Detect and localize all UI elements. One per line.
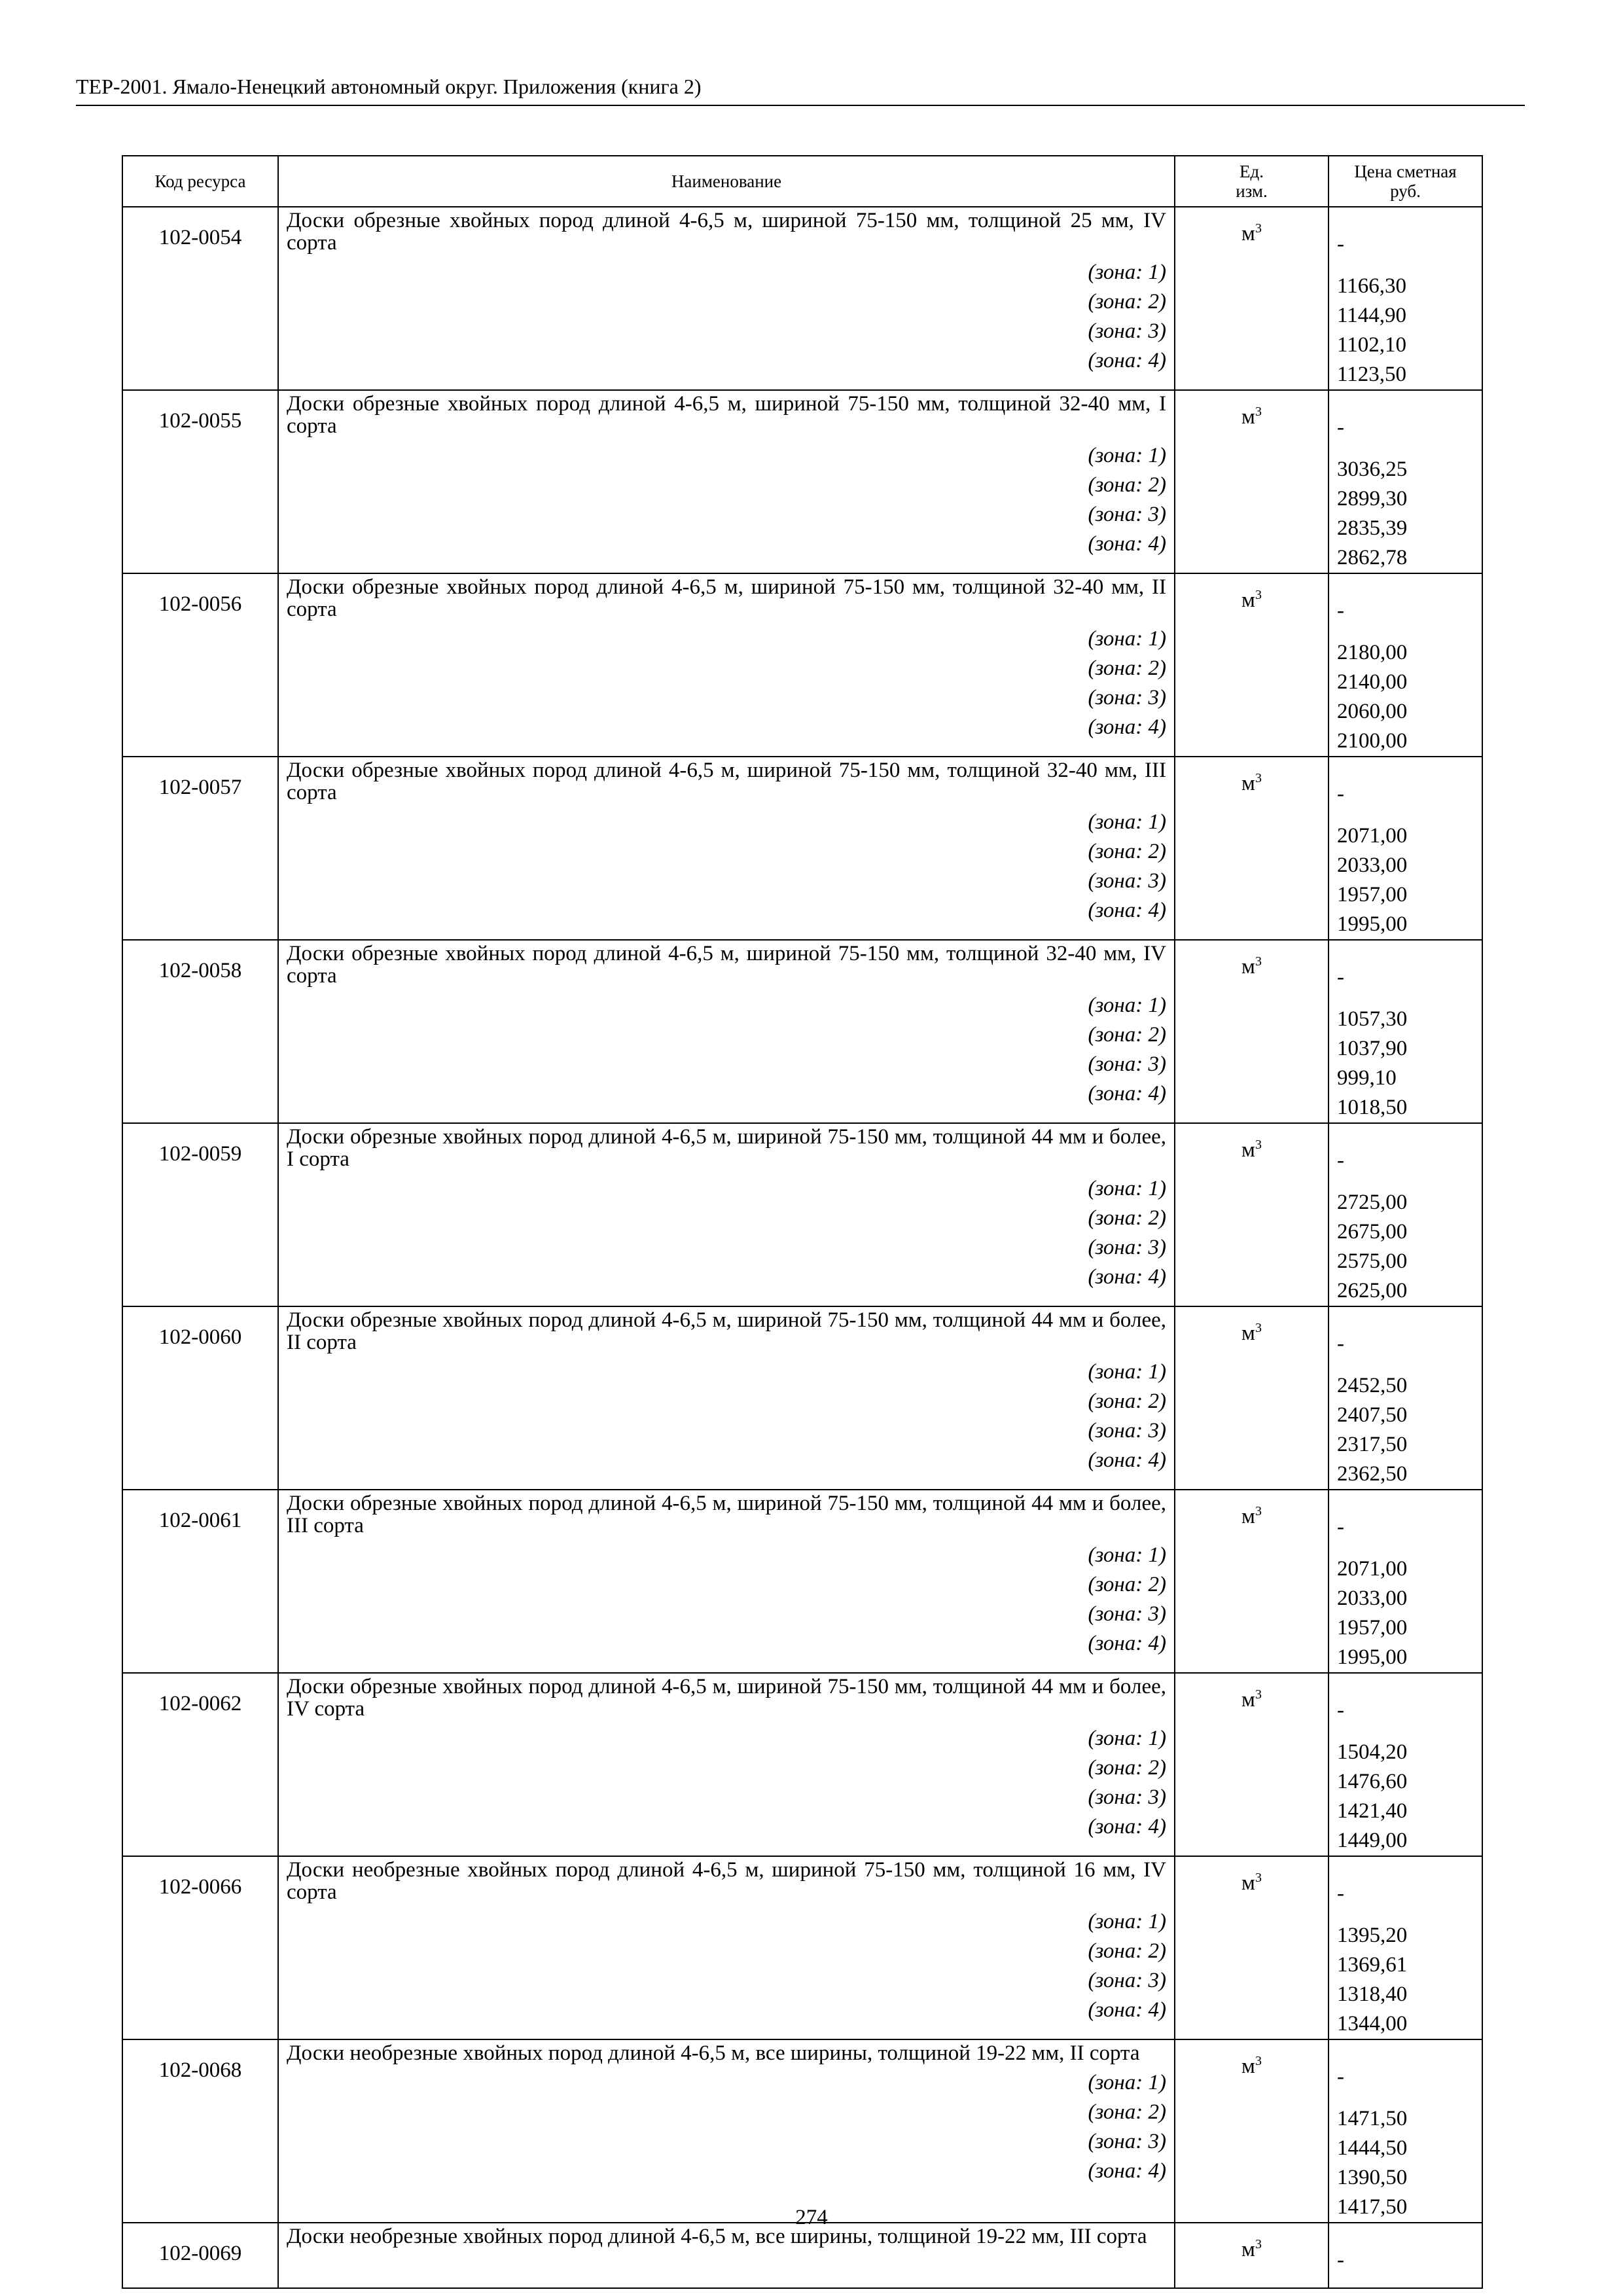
table-row — [122, 1856, 1482, 2039]
column-header-price-line1: Цена сметная — [1354, 162, 1457, 181]
table-row — [122, 1306, 1482, 1490]
zone-label: (зона: 4) — [1088, 715, 1166, 739]
price-cell — [1329, 1123, 1482, 1306]
base-price: - — [1337, 2065, 1344, 2089]
resource-name: Доски обрезные хвойных пород длиной 4-6,5 м, шириной 75-150 мм, толщиной 44 мм и более, II сорта — [287, 1308, 1166, 1354]
unit-cell — [1175, 1490, 1329, 1673]
unit-base: м — [1241, 2238, 1255, 2261]
table-row — [122, 757, 1482, 940]
table-row — [122, 390, 1482, 573]
column-header-price — [1329, 156, 1482, 207]
zone-price: 1395,20 — [1337, 1924, 1408, 1947]
zone-label: (зона: 1) — [1088, 260, 1166, 284]
unit-base: м — [1241, 1321, 1255, 1345]
resource-name: Доски обрезные хвойных пород длиной 4-6,5 м, шириной 75-150 мм, толщиной 32-40 мм, IV сорта — [287, 942, 1166, 988]
zone-labels — [287, 258, 1166, 376]
zone-price: 2060,00 — [1337, 700, 1408, 723]
unit-of-measure — [1241, 405, 1262, 429]
zone-price: 1102,10 — [1337, 333, 1407, 357]
unit-of-measure — [1241, 1321, 1262, 1345]
zone-price: 2180,00 — [1337, 641, 1408, 664]
table-row — [122, 2223, 1482, 2288]
table-row — [122, 207, 1482, 390]
zone-label: (зона: 1) — [1088, 1360, 1166, 1384]
resource-code: 102-0058 — [122, 940, 278, 1123]
zone-label: (зона: 1) — [1088, 627, 1166, 651]
zone-price: 2100,00 — [1337, 729, 1408, 753]
unit-cell — [1175, 1856, 1329, 2039]
resource-name: Доски обрезные хвойных пород длиной 4-6,5 м, шириной 75-150 мм, толщиной 44 мм и более, IV сорта — [287, 1675, 1166, 1721]
zone-label: (зона: 4) — [1088, 532, 1166, 556]
zone-price: 2725,00 — [1337, 1191, 1408, 1214]
zone-price: 2575,00 — [1337, 1249, 1408, 1273]
resource-name: Доски необрезные хвойных пород длиной 4-6,5 м, все ширины, толщиной 19-22 мм, II сорта — [287, 2041, 1140, 2065]
base-price: - — [1337, 232, 1344, 256]
zone-label: (зона: 3) — [1088, 503, 1166, 526]
price-cell — [1329, 940, 1482, 1123]
resource-name-cell — [278, 2223, 1175, 2288]
zone-label: (зона: 1) — [1088, 1177, 1166, 1200]
price-table — [122, 155, 1483, 2289]
unit-of-measure — [1241, 222, 1262, 245]
zone-label: (зона: 1) — [1088, 444, 1166, 467]
zone-label: (зона: 3) — [1088, 319, 1166, 343]
zone-label: (зона: 2) — [1088, 840, 1166, 863]
price-cell — [1329, 757, 1482, 940]
unit-of-measure — [1241, 1505, 1262, 1528]
resource-name-cell — [278, 1673, 1175, 1856]
price-cell — [1329, 1490, 1482, 1673]
resource-code: 102-0066 — [122, 1856, 278, 2039]
price-cell — [1329, 573, 1482, 757]
zone-label: (зона: 2) — [1088, 473, 1166, 497]
zone-labels — [287, 1541, 1166, 1659]
zone-label: (зона: 1) — [1088, 994, 1166, 1017]
resource-name-cell — [278, 207, 1175, 390]
unit-exponent: 3 — [1255, 2237, 1262, 2251]
unit-exponent: 3 — [1255, 1504, 1262, 1518]
zone-price: 2407,50 — [1337, 1403, 1408, 1427]
table-body — [122, 207, 1482, 2288]
unit-base: м — [1241, 588, 1255, 612]
resource-code: 102-0060 — [122, 1306, 278, 1490]
zone-label: (зона: 3) — [1088, 1052, 1166, 1076]
base-price: - — [1337, 1882, 1344, 1905]
unit-cell — [1175, 1306, 1329, 1490]
zone-price: 1057,30 — [1337, 1007, 1408, 1031]
zone-labels — [287, 1174, 1166, 1292]
price-cell — [1329, 1673, 1482, 1856]
zone-price: 2071,00 — [1337, 1557, 1408, 1581]
base-price: - — [1337, 1332, 1344, 1355]
zone-price: 1444,50 — [1337, 2136, 1408, 2160]
unit-of-measure — [1241, 955, 1262, 978]
zone-label: (зона: 4) — [1088, 1632, 1166, 1655]
unit-cell — [1175, 757, 1329, 940]
zone-price: 2071,00 — [1337, 824, 1408, 848]
resource-code: 102-0062 — [122, 1673, 278, 1856]
zone-label: (зона: 2) — [1088, 1939, 1166, 1963]
zone-price: 2033,00 — [1337, 1587, 1408, 1610]
unit-cell — [1175, 1123, 1329, 1306]
resource-code: 102-0069 — [122, 2223, 278, 2288]
zone-price: 1318,40 — [1337, 1982, 1408, 2006]
table-row — [122, 2039, 1482, 2223]
zone-label: (зона: 4) — [1088, 1265, 1166, 1289]
unit-exponent: 3 — [1255, 1871, 1262, 1885]
unit-cell — [1175, 573, 1329, 757]
resource-code: 102-0054 — [122, 207, 278, 390]
unit-base: м — [1241, 772, 1255, 795]
unit-base: м — [1241, 1871, 1255, 1895]
zone-label: (зона: 4) — [1088, 1082, 1166, 1105]
price-cell — [1329, 2223, 1482, 2288]
zone-price: 2033,00 — [1337, 853, 1408, 877]
table-row — [122, 1673, 1482, 1856]
zone-price: 2625,00 — [1337, 1279, 1408, 1302]
zone-price: 1369,61 — [1337, 1953, 1408, 1977]
zone-price: 1144,90 — [1337, 304, 1407, 327]
zone-labels — [287, 1907, 1166, 2025]
resource-code: 102-0055 — [122, 390, 278, 573]
base-price: - — [1337, 782, 1344, 806]
zone-label: (зона: 3) — [1088, 1969, 1166, 1992]
resource-name-cell — [278, 1856, 1175, 2039]
unit-base: м — [1241, 1688, 1255, 1712]
resource-name-cell — [278, 1490, 1175, 1673]
resource-name: Доски обрезные хвойных пород длиной 4-6,5 м, шириной 75-150 мм, толщиной 25 мм, IV сорта — [287, 209, 1166, 255]
zone-price: 1504,20 — [1337, 1740, 1408, 1764]
zone-price: 2835,39 — [1337, 516, 1408, 540]
resource-name: Доски обрезные хвойных пород длиной 4-6,5 м, шириной 75-150 мм, толщиной 44 мм и более, I сорта — [287, 1125, 1166, 1171]
base-price: - — [1337, 965, 1344, 989]
zone-label: (зона: 2) — [1088, 1023, 1166, 1047]
price-cell — [1329, 207, 1482, 390]
price-cell — [1329, 1306, 1482, 1490]
unit-cell — [1175, 2223, 1329, 2288]
unit-base: м — [1241, 405, 1255, 429]
zone-label: (зона: 4) — [1088, 1815, 1166, 1839]
zone-price: 1449,00 — [1337, 1829, 1408, 1852]
zone-price: 2675,00 — [1337, 1220, 1408, 1244]
column-header-unit — [1175, 156, 1329, 207]
zone-price: 1421,40 — [1337, 1799, 1408, 1823]
zone-label: (зона: 3) — [1088, 869, 1166, 893]
unit-exponent: 3 — [1255, 1321, 1262, 1335]
resource-code: 102-0061 — [122, 1490, 278, 1673]
table-row — [122, 1123, 1482, 1306]
zone-label: (зона: 2) — [1088, 2100, 1166, 2124]
unit-of-measure — [1241, 1688, 1262, 1712]
zone-price: 1476,60 — [1337, 1770, 1408, 1793]
zone-price: 1957,00 — [1337, 883, 1408, 906]
column-header-unit-line2: изм. — [1236, 181, 1268, 201]
resource-name: Доски обрезные хвойных пород длиной 4-6,5 м, шириной 75-150 мм, толщиной 32-40 мм, II сорта — [287, 575, 1166, 621]
price-cell — [1329, 2039, 1482, 2223]
resource-name: Доски обрезные хвойных пород длиной 4-6,5 м, шириной 75-150 мм, толщиной 32-40 мм, I сорта — [287, 392, 1166, 438]
unit-cell — [1175, 390, 1329, 573]
resource-name-cell — [278, 2039, 1175, 2223]
zone-price: 1957,00 — [1337, 1616, 1408, 1640]
resource-name-cell — [278, 1123, 1175, 1306]
zone-label: (зона: 1) — [1088, 810, 1166, 834]
zone-label: (зона: 3) — [1088, 1602, 1166, 1626]
unit-exponent: 3 — [1255, 588, 1262, 602]
unit-base: м — [1241, 955, 1255, 978]
resource-name-cell — [278, 390, 1175, 573]
zone-label: (зона: 3) — [1088, 686, 1166, 709]
unit-of-measure — [1241, 588, 1262, 612]
resource-code: 102-0057 — [122, 757, 278, 940]
resource-name-cell — [278, 573, 1175, 757]
unit-cell — [1175, 940, 1329, 1123]
zone-price: 2452,50 — [1337, 1374, 1408, 1397]
unit-of-measure — [1241, 2054, 1262, 2078]
unit-exponent: 3 — [1255, 771, 1262, 785]
price-cell — [1329, 1856, 1482, 2039]
zone-price: 2317,50 — [1337, 1433, 1408, 1456]
column-header-code: Код ресурса — [122, 156, 278, 207]
resource-name-cell — [278, 940, 1175, 1123]
zone-price: 1390,50 — [1337, 2166, 1408, 2189]
base-price: - — [1337, 1698, 1344, 1722]
column-header-price-line2: руб. — [1390, 181, 1421, 201]
zone-labels — [287, 441, 1166, 559]
resource-name-cell — [278, 757, 1175, 940]
resource-name: Доски необрезные хвойных пород длиной 4-6,5 м, шириной 75-150 мм, толщиной 16 мм, IV сорта — [287, 1858, 1166, 1904]
base-price: - — [1337, 416, 1344, 439]
zone-price: 2862,78 — [1337, 546, 1408, 569]
table-row — [122, 573, 1482, 757]
zone-labels — [287, 624, 1166, 742]
zone-label: (зона: 4) — [1088, 2159, 1166, 2183]
table-row — [122, 940, 1482, 1123]
resource-name-cell — [278, 1306, 1175, 1490]
zone-label: (зона: 4) — [1088, 1998, 1166, 2022]
unit-base: м — [1241, 222, 1255, 245]
zone-label: (зона: 4) — [1088, 1448, 1166, 1472]
zone-price: 2899,30 — [1337, 487, 1408, 511]
zone-labels — [287, 1357, 1166, 1475]
zone-label: (зона: 1) — [1088, 2071, 1166, 2094]
unit-base: м — [1241, 1138, 1255, 1162]
unit-base: м — [1241, 2054, 1255, 2078]
resource-name: Доски необрезные хвойных пород длиной 4-6,5 м, все ширины, толщиной 19-22 мм, III сорта — [287, 2225, 1147, 2248]
zone-price: 1344,00 — [1337, 2012, 1408, 2036]
zone-label: (зона: 3) — [1088, 1419, 1166, 1443]
base-price: - — [1337, 599, 1344, 622]
zone-label: (зона: 2) — [1088, 656, 1166, 680]
zone-price: 1166,30 — [1337, 274, 1407, 298]
zone-label: (зона: 2) — [1088, 1756, 1166, 1780]
resource-name: Доски обрезные хвойных пород длиной 4-6,5 м, шириной 75-150 мм, толщиной 32-40 мм, III сорта — [287, 759, 1166, 804]
zone-price: 1123,50 — [1337, 363, 1407, 386]
zone-label: (зона: 4) — [1088, 349, 1166, 372]
unit-of-measure — [1241, 772, 1262, 795]
unit-cell — [1175, 1673, 1329, 1856]
base-price: - — [1337, 2248, 1344, 2272]
zone-label: (зона: 2) — [1088, 290, 1166, 314]
zone-price: 1037,90 — [1337, 1037, 1408, 1060]
zone-price: 3036,25 — [1337, 457, 1408, 481]
zone-labels — [287, 991, 1166, 1109]
zone-price: 2140,00 — [1337, 670, 1408, 694]
resource-code: 102-0068 — [122, 2039, 278, 2223]
zone-label: (зона: 2) — [1088, 1206, 1166, 1230]
zone-price: 999,10 — [1337, 1066, 1397, 1090]
unit-base: м — [1241, 1505, 1255, 1528]
zone-labels — [287, 1724, 1166, 1842]
zone-price: 1995,00 — [1337, 912, 1408, 936]
table-header-row — [122, 156, 1482, 207]
zone-price: 1417,50 — [1337, 2195, 1408, 2219]
zone-label: (зона: 3) — [1088, 1785, 1166, 1809]
unit-cell — [1175, 207, 1329, 390]
zone-label: (зона: 3) — [1088, 1236, 1166, 1259]
column-header-unit-line1: Ед. — [1240, 162, 1264, 181]
unit-of-measure — [1241, 2238, 1262, 2261]
zone-label: (зона: 2) — [1088, 1390, 1166, 1413]
unit-exponent: 3 — [1255, 404, 1262, 419]
page-number: 274 — [795, 2206, 828, 2229]
running-header: ТЕР-2001. Ямало-Ненецкий автономный округ. Приложения (книга 2) — [76, 75, 702, 98]
unit-of-measure — [1241, 1138, 1262, 1162]
zone-labels — [287, 2068, 1166, 2186]
zone-label: (зона: 1) — [1088, 1910, 1166, 1933]
zone-labels — [287, 808, 1166, 925]
resource-code: 102-0059 — [122, 1123, 278, 1306]
unit-exponent: 3 — [1255, 954, 1262, 969]
unit-of-measure — [1241, 1871, 1262, 1895]
zone-label: (зона: 1) — [1088, 1543, 1166, 1567]
zone-price: 1471,50 — [1337, 2107, 1408, 2130]
zone-label: (зона: 2) — [1088, 1573, 1166, 1596]
zone-label: (зона: 4) — [1088, 899, 1166, 922]
table-row — [122, 1490, 1482, 1673]
unit-cell — [1175, 2039, 1329, 2223]
zone-price: 1995,00 — [1337, 1645, 1408, 1669]
column-header-name: Наименование — [278, 156, 1175, 207]
zone-label: (зона: 3) — [1088, 2130, 1166, 2153]
base-price: - — [1337, 1149, 1344, 1172]
unit-exponent: 3 — [1255, 1687, 1262, 1702]
unit-exponent: 3 — [1255, 221, 1262, 236]
resource-name: Доски обрезные хвойных пород длиной 4-6,5 м, шириной 75-150 мм, толщиной 44 мм и более, III сорта — [287, 1492, 1166, 1537]
zone-price: 2362,50 — [1337, 1462, 1408, 1486]
zone-price: 1018,50 — [1337, 1096, 1408, 1119]
unit-exponent: 3 — [1255, 1138, 1262, 1152]
price-cell — [1329, 390, 1482, 573]
resource-code: 102-0056 — [122, 573, 278, 757]
base-price: - — [1337, 1515, 1344, 1539]
header-rule — [76, 105, 1525, 106]
zone-label: (зона: 1) — [1088, 1727, 1166, 1750]
unit-exponent: 3 — [1255, 2054, 1262, 2068]
